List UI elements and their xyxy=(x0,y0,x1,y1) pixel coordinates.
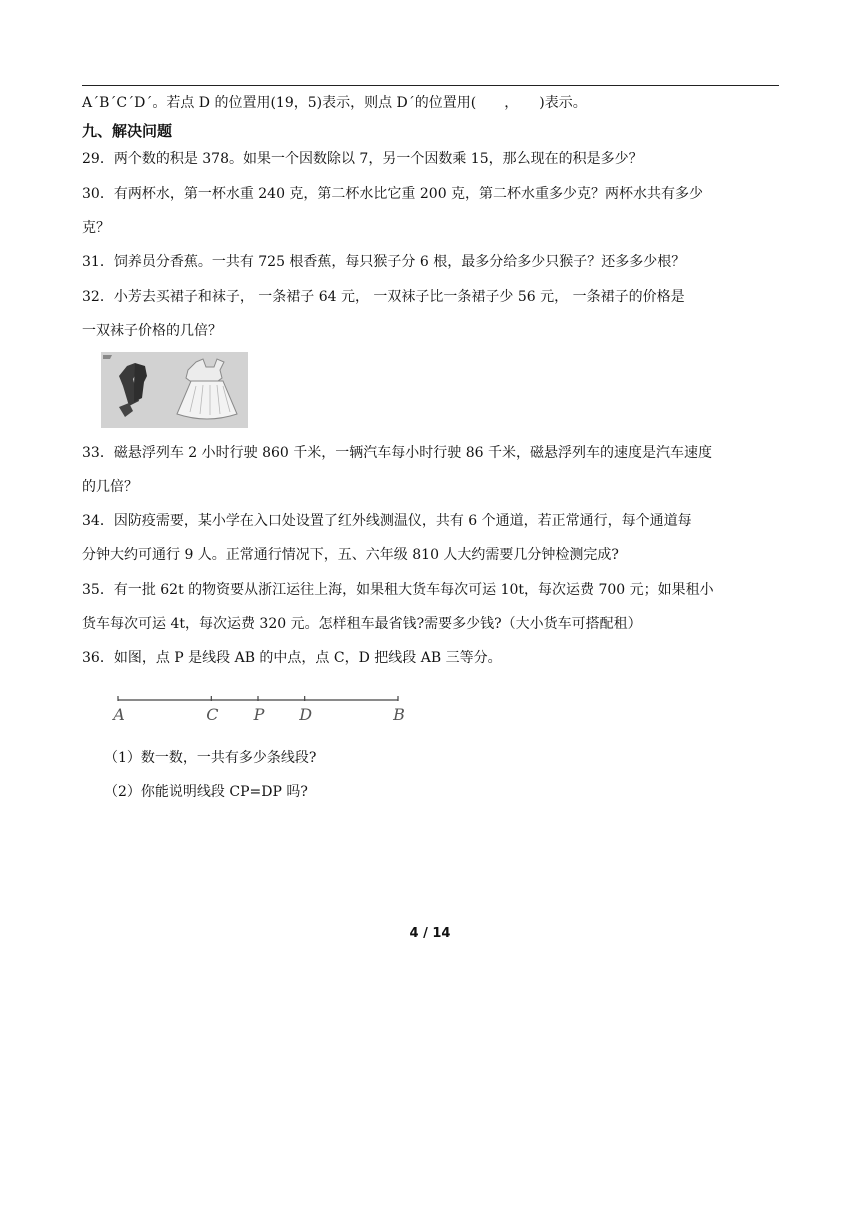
question-36: 36．如图，点 P 是线段 AB 的中点，点 C，D 把线段 AB 三等分。 xyxy=(82,650,502,666)
page-number: 4 / 14 xyxy=(409,926,451,941)
question-30-cont: 克？ xyxy=(82,220,110,236)
question-29: 29．两个数的积是 378。如果一个因数除以 7，另一个因数乘 15，那么现在的积是多少？ xyxy=(82,151,643,167)
header-rule xyxy=(82,85,779,86)
section-heading: 九、解决问题 xyxy=(82,122,173,140)
question-35-cont: 货车每次可运 4t，每次运费 320 元。怎样租车最省钱?需要多少钱?（大小货车可搭配租） xyxy=(82,616,642,632)
clothing-photo xyxy=(101,352,248,428)
question-31: 31．饲养员分香蕉。一共有 725 根香蕉，每只猴子分 6 根，最多分给多少只猴子？还多多少根？ xyxy=(82,254,686,270)
segment-label-c: C xyxy=(206,705,219,724)
subquestion-2: （2）你能说明线段 CP=DP 吗? xyxy=(104,784,308,800)
question-33-cont: 的几倍？ xyxy=(82,479,138,495)
continuation-text: A´B´C´D´。若点 D 的位置用(19，5)表示，则点 D´的位置用( ， )表示。 xyxy=(82,95,587,111)
question-33: 33．磁悬浮列车 2 小时行驶 860 千米，一辆汽车每小时行驶 86 千米，磁悬浮列车的速度是汽车速度 xyxy=(82,445,712,461)
segment-label-b: B xyxy=(393,705,405,724)
segment-label-d: D xyxy=(299,705,313,724)
segment-label-a: A xyxy=(113,705,125,724)
question-34-cont: 分钟大约可通行 9 人。正常通行情况下，五、六年级 810 人大约需要几分钟检测完成? xyxy=(82,547,619,563)
question-32: 32．小芳去买裙子和袜子， 一条裙子 64 元， 一双袜子比一条裙子少 56 元， 一条裙子的价格是 xyxy=(82,289,685,305)
question-35: 35．有一批 62t 的物资要从浙江运往上海，如果租大货车每次可运 10t，每次运费 700 元；如果租小 xyxy=(82,582,714,598)
clothing-illustration xyxy=(101,352,248,428)
question-34: 34．因防疫需要，某小学在入口处设置了红外线测温仪，共有 6 个通道，若正常通行，每个通道每 xyxy=(82,513,692,529)
segment-label-p: P xyxy=(253,705,265,724)
question-32-cont: 一双袜子价格的几倍？ xyxy=(82,323,222,339)
line-segment-figure xyxy=(110,690,410,726)
subquestion-1: （1）数一数，一共有多少条线段? xyxy=(104,750,317,766)
question-30: 30．有两杯水，第一杯水重 240 克，第二杯水比它重 200 克，第二杯水重多少克？两杯水共有多少 xyxy=(82,186,704,202)
